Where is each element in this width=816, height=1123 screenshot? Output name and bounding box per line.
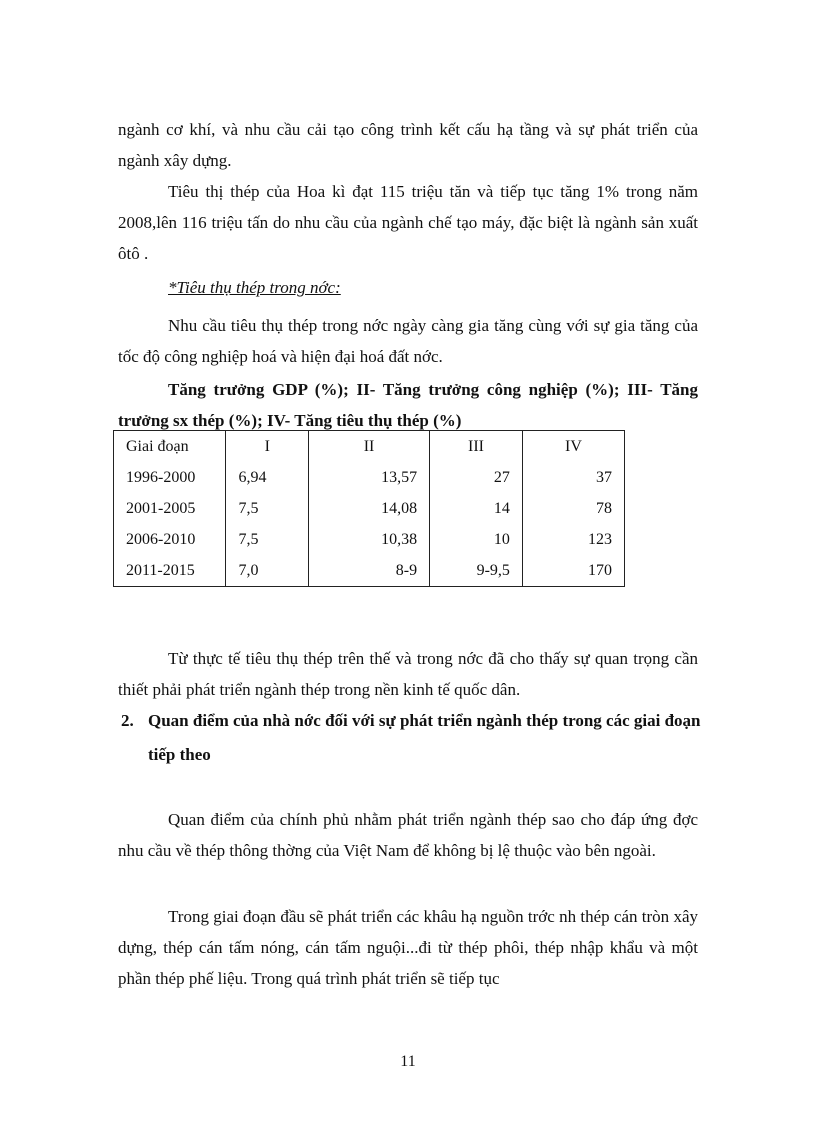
table-cell: 14,08 [309, 493, 430, 524]
table-cell: 2001-2005 [114, 493, 226, 524]
table-cell: 7,5 [226, 524, 309, 555]
table-header-cell: II [309, 431, 430, 463]
growth-table [113, 430, 625, 587]
table-cell: 14 [430, 493, 523, 524]
page-number: 11 [400, 1053, 416, 1070]
table-cell: 1996-2000 [114, 462, 226, 493]
paragraph-7: Trong giai đoạn đầu sẽ phát triển các khâu hạ nguồn trớc nh thép cán tròn xây dựng, thép cán tấm nóng, cán tấm nguội...đi từ thép phôi, thép nhập khẩu và một phần thép phế liệu. Trong quá trình phát triển sẽ tiếp tục [118, 907, 698, 988]
paragraph-1: ngành cơ khí, và nhu cầu cải tạo công trình kết cấu hạ tầng và sự phát triển của ngành xây dựng. [118, 120, 698, 170]
table-cell: 9-9,5 [430, 555, 523, 587]
table-cell: 170 [522, 555, 624, 587]
table-row [114, 462, 625, 493]
paragraph-5: Từ thực tế tiêu thụ thép trên thế và trong nớc đã cho thấy sự quan trọng cần thiết phải phát triển ngành thép trong nền kinh tế quốc dân. [118, 649, 698, 699]
table-cell: 8-9 [309, 555, 430, 587]
table-cell: 6,94 [226, 462, 309, 493]
table-cell: 123 [522, 524, 624, 555]
section-number: 2. [121, 711, 134, 730]
table-cell: 2006-2010 [114, 524, 226, 555]
table-header-row [114, 431, 625, 463]
table-cell: 37 [522, 462, 624, 493]
table-row [114, 555, 625, 587]
table-header-cell: Giai đoạn [114, 431, 226, 463]
paragraph-3-label [118, 272, 698, 303]
table-caption: Tăng trưởng GDP (%); II- Tăng trưởng công nghiệp (%); III- Tăng trưởng sx thép (%); IV- Tăng tiêu thụ thép (%) [118, 380, 698, 430]
table-cell: 78 [522, 493, 624, 524]
paragraph-4: Nhu cầu tiêu thụ thép trong nớc ngày càng gia tăng cùng với sự gia tăng của tốc độ công nghiệp hoá và hiện đại hoá đất nớc. [118, 316, 698, 366]
table-cell: 10,38 [309, 524, 430, 555]
table-row [114, 524, 625, 555]
section-2-heading [121, 704, 708, 772]
table-cell: 13,57 [309, 462, 430, 493]
paragraph-6: Quan điểm của chính phủ nhằm phát triển ngành thép sao cho đáp ứng đợc nhu cầu về thép thông thờng của Việt Nam để không bị lệ thuộc vào bên ngoài. [118, 810, 698, 860]
table-cell: 7,0 [226, 555, 309, 587]
table-row [114, 493, 625, 524]
section-title: Quan điểm của nhà nớc đối với sự phát triển ngành thép trong các giai đoạn tiếp theo [148, 711, 701, 764]
table-header-cell: III [430, 431, 523, 463]
domestic-consumption-label: *Tiêu thụ thép trong nớc: [168, 278, 341, 297]
table-cell: 7,5 [226, 493, 309, 524]
table-header-cell: I [226, 431, 309, 463]
table-cell: 27 [430, 462, 523, 493]
table-cell: 2011-2015 [114, 555, 226, 587]
table-header-cell: IV [522, 431, 624, 463]
table-cell: 10 [430, 524, 523, 555]
paragraph-2: Tiêu thị thép của Hoa kì đạt 115 triệu tăn và tiếp tục tăng 1% trong năm 2008,lên 116 triệu tấn do nhu cầu của ngành chế tạo máy, đặc biệt là ngành sản xuất ôtô . [118, 182, 698, 263]
